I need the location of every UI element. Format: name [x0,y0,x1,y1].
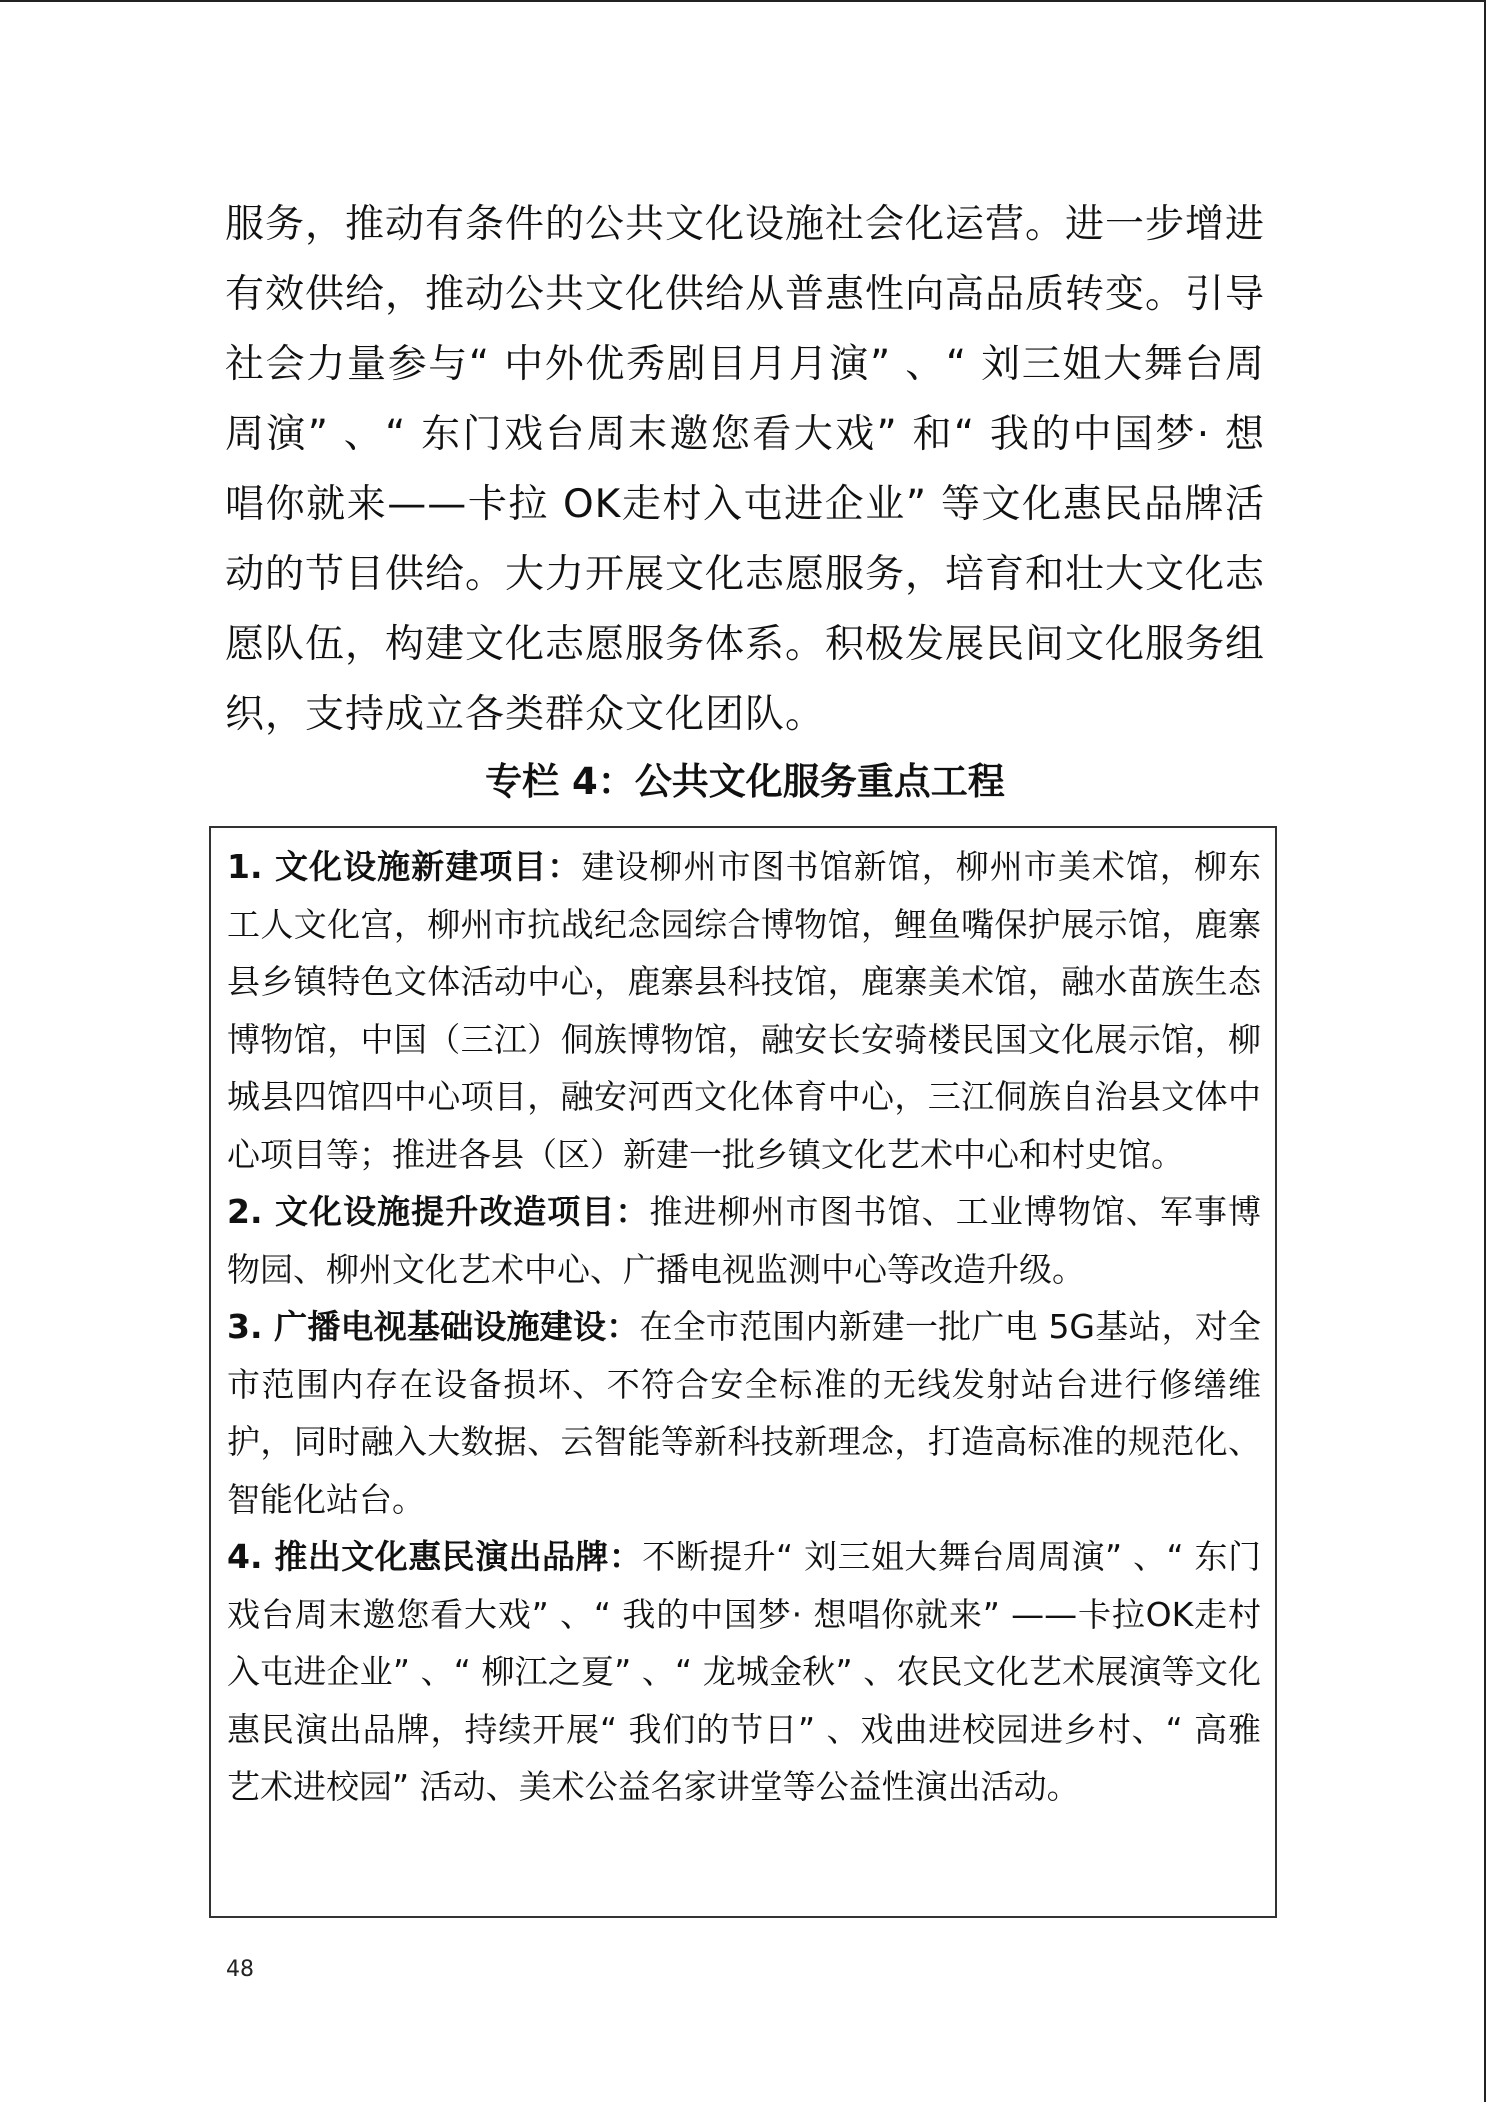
project-item-4 [227,1528,1261,1816]
project-item-2 [227,1183,1261,1298]
project-item-3-text: 在全市范围内新建一批广电 5G基站，对全市范围内存在设备损坏、不符合安全标准的无线发射站台进行修缮维护，同时融入大数据、云智能等新科技新理念，打造高标准的规范化、智能化站台。 [227,1307,1261,1519]
project-item-3 [227,1298,1261,1528]
page-number: 48 [226,1957,254,1982]
project-item-1-text: 建设柳州市图书馆新馆，柳州市美术馆，柳东工人文化宫，柳州市抗战纪念园综合博物馆，鲤鱼嘴保护展示馆，鹿寨县乡镇特色文体活动中心，鹿寨县科技馆，鹿寨美术馆，融水苗族生态博物馆，中国（三江）侗族博物馆，融安长安骑楼民国文化展示馆，柳城县四馆四中心项目，融安河西文化体育中心，三江侗族自治县文体中心项目等；推进各县（区）新建一批乡镇文化艺术中心和村史馆。 [227,847,1261,1174]
project-item-2-heading: 2. 文化设施提升改造项目： [227,1192,650,1231]
body-paragraph: 服务，推动有条件的公共文化设施社会化运营。进一步增进有效供给，推动公共文化供给从普惠性向高品质转变。引导社会力量参与“ 中外优秀剧目月月演” 、“ 刘三姐大舞台周周演” 、“ 东门戏台周末邀您看大戏” 和“ 我的中国梦· 想唱你就来——卡拉 OK走村入屯进企业” 等文化惠民品牌活动的节目供给。大力开展文化志愿服务，培育和壮大文化志愿队伍，构建文化志愿服务体系。积极发展民间文化服务组织，支持成立各类群众文化团队。 [225,202,1266,737]
project-item-4-text: 不断提升“ 刘三姐大舞台周周演” 、“ 东门戏台周末邀您看大戏” 、“ 我的中国梦· 想唱你就来” ——卡拉OK走村入屯进企业” 、“ 柳江之夏” 、“ 龙城金秋” 、农民文化艺术展演等文化惠民演出品牌，持续开展“ 我们的节日” 、戏曲进校园进乡村、“ 高雅艺术进校园” 活动、美术公益名家讲堂等公益性演出活动。 [227,1537,1261,1806]
key-projects-box [209,826,1277,1918]
column-title: 专栏 4：公共文化服务重点工程 [485,760,1005,803]
project-item-3-heading: 3. 广播电视基础设施建设： [227,1307,640,1346]
project-item-1-heading: 1. 文化设施新建项目： [227,847,582,886]
project-item-2-text: 推进柳州市图书馆、工业博物馆、军事博物园、柳州文化艺术中心、广播电视监测中心等改造升级。 [227,1192,1261,1289]
project-item-1 [227,838,1261,1183]
project-item-4-heading: 4. 推出文化惠民演出品牌： [227,1537,643,1576]
